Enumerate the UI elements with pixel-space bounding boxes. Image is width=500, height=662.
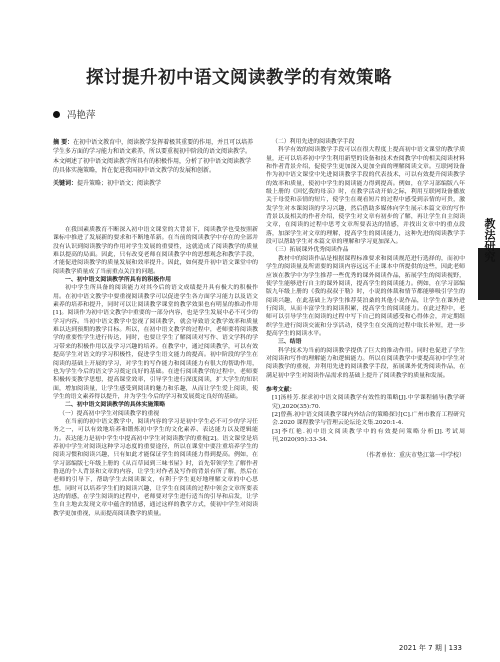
author-name: 冯艳萍: [67, 110, 96, 121]
left-column: [53, 226, 258, 518]
keywords-label: 关键词：: [53, 179, 78, 187]
section-label: 教法研究: [483, 218, 496, 262]
page-footer: 2021 年 7 期 | 133: [398, 644, 462, 652]
reference-item: [2]曾燕.初中语文阅读教学课内外结合的策略探讨[C].广州市教育工程研究会.2020 课程教学与管理云论坛论文集.2020:1-4.: [272, 412, 465, 427]
references-label: 参考文献：: [266, 386, 296, 393]
paragraph: 在我国素质教育不断深入初中语文课堂的大背景下，阅读教学也受按照新课标中推进了发展新的要求和不断地革新。在当前的阅读教学中存在的全部并没有认识到阅读教学的作用对学生发展的重要性，这就造成了阅读教学的质量难以提高的局面。因此，只有改变老师在阅读教学中的思想观念和教学手段，才能促进阅读教学的质量发展和效率提升。因此，如何提升初中语文课堂中的阅读教学质量成了当前重点关注的问题。: [53, 227, 258, 275]
section-heading: 二、初中语文阅读教学的具体实施策略: [65, 402, 166, 409]
abstract-text: 在初中语文教育中，阅读教学发挥着极其重要的作用，并且可以培养学生多方面的学习能力和语文素养，所以要重视初中阶段的语文阅读教学。本文阐述了初中语文阅读教学所具有的积极作用，分析了初中语文阅读教学的具体实施策略，旨在促进我国初中语文教学的发展和创新。: [53, 139, 254, 175]
subsection-heading: （二）利用先进的阅读教学手段: [272, 139, 355, 145]
paragraph: 初中学生所具备的阅读能力对其今后的语文成绩提升具有极大的积极作用。在初中语文教学中要重视阅读教学可以促进学生各方面学习能力以及语文素养的培养和提升，同时可以让阅读教学课堂的教学效果也有明显的推动作用[1]。阅读作为初中语文教学中重要的一部分内容，也是学生发展中必不可少的学习内容。当初中语文教学中忽视了阅读教学，就会导致语文教学效率和质量难以达到预期的教学目标。所以，在初中语文教学的过程中，老师要将阅读教学的重要性学生进行传达，同时，也要让学生了解阅读对写作、语文学科的学习带来的积极作用以及学习兴趣的培养。在教学中，通过阅读教学，可以有效提高学生对语文的学习积极性，促进学生语文能力的提高。初中阶段的学生在阅读的基础上开展的学习，对学生的写作能力和阅读能力有很大的帮助作用，也为学生今后的语文学习奠定良好的基础。在进行阅读教学的过程中，老师要积极转变教学思想，提高课堂效率，引导学生进行深度阅读，扩大学生的知识面，增加阅读量，让学生感受到阅读的魅力和乐趣，从而让学生爱上阅读，使学生的语文素养得以提升，并为学生今后的学习和发展奠定良好的基础。: [53, 285, 258, 400]
right-column: [266, 138, 465, 461]
abstract-block: [53, 138, 256, 188]
abstract: [53, 138, 256, 176]
section-heading: 三、结语: [278, 339, 302, 346]
author-row: [53, 107, 96, 121]
reference-item: [3]李红艳.初中语文阅读教学中的有效提问策略分析[J].考试周刊,2020(95):33-34.: [272, 428, 465, 444]
subsection-heading: （一）提高初中学生对阅读教学的重视: [59, 410, 160, 417]
bullet-icon: [53, 111, 60, 118]
reference-item: [1]汤桂芳.探求初中语文阅读教学有效性的策略[J].中学课程辅导(教学研究),2020(35):70.: [272, 395, 465, 410]
references-list: [266, 394, 465, 444]
section-heading: 一、初中语文阅读教学所具有的积极作用: [65, 277, 172, 284]
keywords: [53, 179, 256, 188]
paragraph: 教材中的阅读作品是根据课程标准要求和阅读规范进行选择的，而初中学生的阅读量及所需要的阅读内容远远不止课本中所提供的这些，因此老师应该在教学中为学生推荐一些优秀的课外阅读作品，拓展学生的阅读视野，使学生能够进行自主的课外阅读，提高学生的阅读能力。例如，在学习部编版九年级上册的《我的叔叔于勒》时，小说的体裁和情节都能够吸引学生的阅读兴趣，在此基础上为学生推荐莫泊桑的其他小说作品，让学生在课外进行阅读，从而丰富学生的阅读积累，提高学生的阅读能力。在此过程中，老师可以引导学生在阅读的过程中写下自己的阅读感受和心得体会，并定期组织学生进行阅读交流和分享活动，使学生在交流的过程中取长补短，进一步提高学生的阅读水平。: [266, 255, 465, 337]
paragraph: 科学技术为当前的阅读教学提供了巨大的推动作用。同时也促进了学生对阅读和写作的理解能力和逻辑能力。所以在阅读教学中要提高初中学生对阅读教学的重视，并利用先进的阅读教学手段，拓展课外优秀阅读作品，在满足初中学生对阅读作品需求的基础上提升了阅读教学的质量和发展。: [266, 347, 465, 379]
right-column-body: [266, 138, 465, 380]
article-title: 探讨提升初中语文阅读教学的有效策略: [86, 68, 392, 88]
keywords-text: 提升策略；初中语文；阅读教学: [77, 179, 162, 187]
subsection-heading: （三）拓展课外优秀阅读作品: [272, 247, 349, 254]
paragraph: 科学有效的阅读教学手段可以在很大程度上提高初中语文课堂的教学质量，还可以培养初中学生利用新型的设备和技术查阅教学中的相关阅读材料和作者背景介绍，促使学生更加深入更加全面的理解阅读文章。互联网设备作为初中语文课堂中先进阅读教学手段的代表技术，可以有效提升阅读教学的效率和质量，使初中学生的阅读能力得到提高。例如，在学习部编版八年级上册的《回忆我的母亲》时，在教学活动开始之际，利用互联网设备播放关于母爱和亲情的短片，使学生在观看短片的过程中感受到亲情的可贵，激发学生对本课阅读的学习兴趣，然后借助多媒体向学生展示本篇文章的写作背景以及相关的作者介绍，使学生对文章有初步的了解，再让学生自主阅读文章，在阅读的过程中思考文章所要表达的情感，并找出文章中的重点段落，加深学生对文章的理解，提高学生的阅读能力，这种先进的阅读教学手段可以帮助学生对本篇文章的理解和学习更加深入。: [266, 147, 465, 246]
author-unit: （作者单位：重庆市垫江第一中学校）: [362, 452, 465, 460]
abstract-label: 摘 要：: [53, 139, 74, 146]
paragraph: 在当前的初中语文教学中，阅读内容的学习是初中学生必不可少的学习任务之一，可以有效地培养和锻炼初中学生的文化素养、表达能力以及逻辑能力。表达能力是初中学生中提高初中学生对阅读教学的重视[2]。语文课堂是培养初中学生对阅读这种学习态度的重要途径，所以在课堂中要注重培养学生的阅读习惯和阅读兴趣，只有如此才能保证学生的阅读能力得到提高。例如，在学习部编版七年级上册的《从百草园到三味书屋》时，首先带领学生了解作者鲁迅的个人背景和文章的内容，让学生对作者及写作的背景有所了解，然后在老师的引导下，帮助学生去阅读课文，有利于学生更好地理解文章的中心思想，同时可以培养学生们的阅读兴趣，让学生在阅读的过程中领会文章所要表达的情感，在学生阅读的过程中，老师要对学生进行适当的引导和启发，让学生自主地去发现文章中蕴含的情感，通过这样的教学方式，使初中学生对阅读教学更加重视，从而提高阅读教学的质量。: [53, 418, 258, 517]
